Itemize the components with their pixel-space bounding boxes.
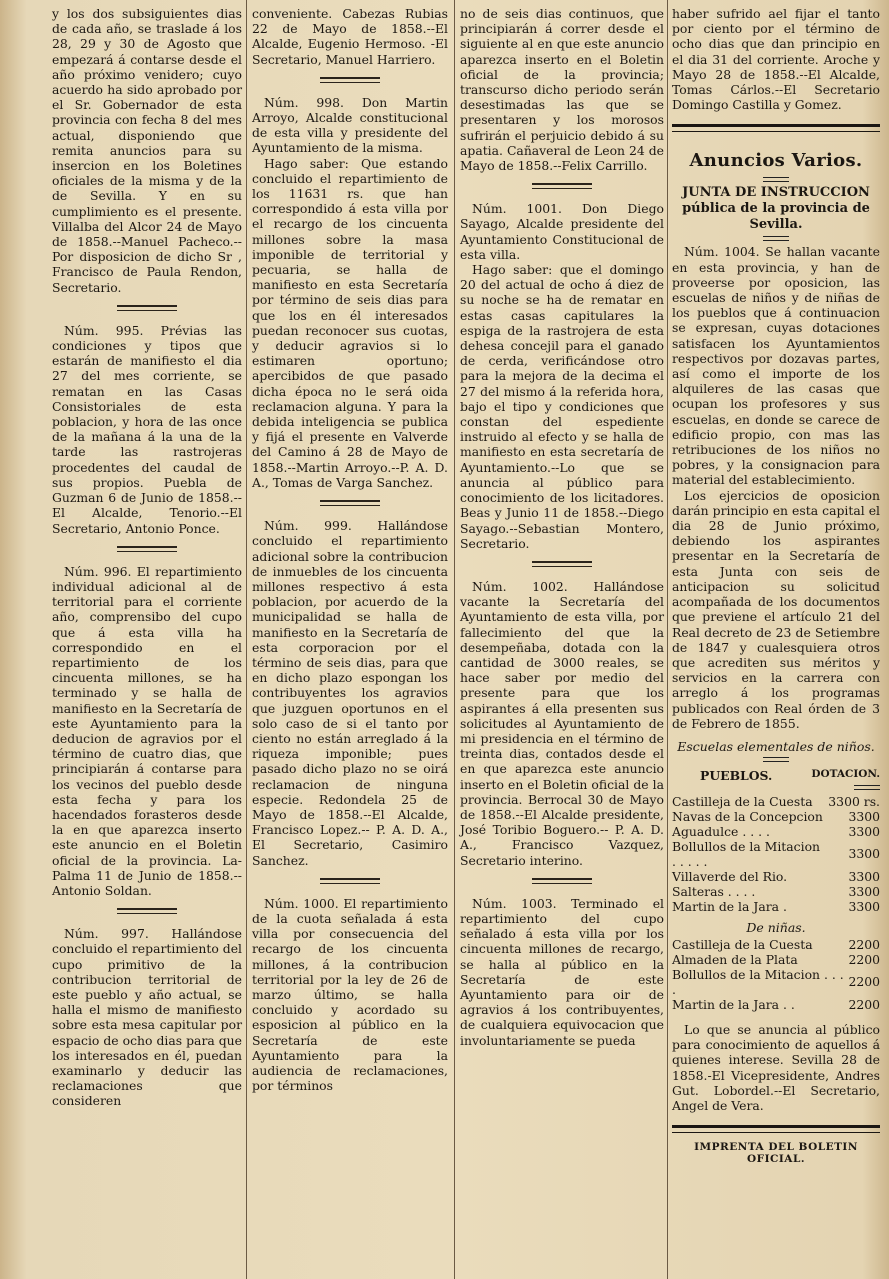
notice-intro-continued: y los dos subsiguientes dias de cada año, se traslade á los 28, 29 y 30 de Agosto que empezará á contarse desde el año próximo venidero; cuyo acuerdo ha sido aprobado por el Sr. Gobernador de esta provincia con fecha 8 del mes actual, disponiendo que remita anuncios para su insercion en los Boletines oficiales de la misma y de la de Sevilla. Y en su cumplimiento es el presente. Villalba del Alcor 24 de Mayo de 1858.--Manuel Pacheco.--Por disposicion de dicho Sr , Francisco de Paula Rendon, Secretario. (52, 6, 242, 295)
boys-schools-table (672, 794, 880, 914)
dotacion-value: 3300 (848, 823, 880, 839)
notice-1002: Núm. 1002. Hallándose vacante la Secretaría del Ayuntamiento de esta villa, por fallecimiento del que la desempeñaba, dotada con la cantidad de 3000 reales, se hace saber por medio del presente para que los aspirantes á ella presenten sus solicitudes al Ayuntamiento de mi presidencia en el término de treinta dias, contados desde el en que aparezca este anuncio inserto en el Boletin oficial de la provincia. Berrocal 30 de Mayo de 1858.--El Alcalde presidente, José Toribio Boguero.-- P. A. D. A., Francisco Vazquez, Secretario interino. (460, 578, 664, 868)
ornament-divider (532, 561, 592, 567)
notice-continued: no de seis dias continuos, que principiarán á correr desde el siguiente al en que este anuncio aparezca inserto en el Boletin oficial de la provincia; transcurso dicho periodo serán desestimadas las que se presentaren y los morosos sufrirán el perjuicio debido á su apatia. Cañaveral de Leon 24 de Mayo de 1858.--Felix Carrillo. (460, 6, 664, 174)
notice-1003: Núm. 1003. Terminado el repartimiento del cupo señalado á esta villa por los cincuenta millones de recargo, se halla al público en la Secretaría de este Ayuntamiento para oir de agravios á los contribuyentes, de cualquiera equivocacion que involuntariamente se pueda (460, 895, 664, 1048)
pueblos-column-header: PUEBLOS. (700, 767, 773, 783)
notice-1004-body: Los ejercicios de oposicion darán principio en esta capital el dia 28 de Junio próximo, debiendo los aspirantes presentar en la Secretaría de esta Junta con seis de anticipacion su solicitud acompañada de los documentos que previene el artículo 21 del Real decreto de 23 de Setiembre de 1847 y cualesquiera otros que acrediten sus méritos y servicios en la carrera con arreglo á los programas publicados con Real órden de 3 de Febrero de 1855. (672, 487, 880, 731)
pueblo-name: Martin de la Jara . (672, 898, 787, 914)
table-row (672, 824, 880, 839)
pueblo-name: Martin de la Jara . . (672, 996, 795, 1012)
dotacion-value: 3300 (848, 846, 880, 862)
pueblo-name: Bollullos de la Mitacion . . . . . (672, 838, 821, 869)
ornament-dash (763, 236, 789, 241)
table-row (672, 884, 880, 899)
notice-998: Núm. 998. Don Martin Arroyo, Alcalde constitucional de esta villa y presidente del Ayuntamiento de la misma. (252, 94, 448, 156)
table-row (672, 839, 880, 869)
ornament-dash (763, 177, 789, 182)
notice-996: Núm. 996. El repartimiento individual adicional al de territorial para el corriente año, comprensibo del cupo que á esta villa ha correspondido en el repartimiento de los cincuenta millones, se ha terminado y se halla de manifiesto en la Secretaría de este Ayuntamiento para la deducion de agravios por el término de cuatro dias, que principiarán á contarse para los vecinos del pueblo desde esta fecha y para los hacendados forasteros desde la en que aparezca inserto este anuncio en el Boletin oficial de la provincia. La-Palma 11 de Junio de 1858.--Antonio Soldan. (52, 563, 242, 898)
table-row (672, 899, 880, 914)
dotacion-value: 3300 (848, 808, 880, 824)
dotacion-value: 3300 (848, 868, 880, 884)
dotacion-value: 2200 (848, 936, 880, 952)
table-row (672, 869, 880, 884)
ornament-divider (117, 546, 177, 552)
dotacion-value: 3300 (848, 898, 880, 914)
column-4 (672, 6, 880, 1165)
table-row (672, 937, 880, 952)
column-divider (667, 0, 668, 1279)
schools-boys-heading: Escuelas elementales de niños. (677, 738, 875, 754)
pueblo-name: Navas de la Concepcion (672, 808, 823, 824)
dotacion-value: 2200 (848, 996, 880, 1012)
section-title: Anuncios Varios. (689, 150, 863, 172)
ornament-divider (320, 77, 380, 83)
ornament-dash (854, 785, 880, 790)
footer-rule (672, 1125, 880, 1133)
notice-continued: haber sufrido ael fijar el tanto por ciento por el término de ocho dias que dan principio en el dia 31 del corriente. Aroche y Mayo 28 de 1858.--El Alcalde, Tomas Cárlos.--El Secretario Domingo Castilla y Gomez. (672, 6, 880, 113)
table-header (672, 768, 880, 783)
schools-girls-heading: De niñas. (746, 919, 806, 935)
notice-1001-body: Hago saber: que el domingo 20 del actual de ocho á diez de su noche se ha de rematar en estas casas capitulares la espiga de la rastrojera de esta dehesa concejil para el ganado de cerda, verificándose otro para la mejora de la decima el 27 del mismo á la referida hora, bajo el tipo y condiciones que constan del espediente instruido al efecto y se halla de manifiesto en esta secretaría de Ayuntamiento.--Lo que se anuncia al público para conocimiento de los licitadores. Beas y Junio 11 de 1858.--Diego Sayago.--Sebastian Montero, Secretario. (460, 262, 664, 551)
pueblo-name: Castilleja de la Cuesta (672, 793, 813, 809)
dotacion-value: 3300 rs. (828, 793, 880, 809)
pueblo-name: Bollullos de la Mitacion . . . . (672, 966, 844, 997)
dotacion-value: 2200 (848, 974, 880, 990)
column-3 (460, 6, 664, 1048)
notice-1001: Núm. 1001. Don Diego Sayago, Alcalde presidente del Ayuntamiento Constitucional de esta villa. (460, 201, 664, 262)
notice-999: Núm. 999. Hallándose concluido el repartimiento adicional sobre la contribucion de inmuebles de los cincuenta millones respectivo á esta poblacion, por acuerdo de la municipalidad se halla de manifiesto en la Secretaría de esta corporacion por el término de seis dias, para que en dicho plazo espongan los contribuyentes los agravios que juzguen oportunos en el solo caso de si el tanto por ciento no están arreglado á la riqueza imponible; pues pasado dicho plazo no se oirá reclamacion de ninguna especie. Redondela 25 de Mayo de 1858.--El Alcalde, Francisco Lopez.-- P. A. D. A., El Secretario, Casimiro Sanchez. (252, 518, 448, 868)
pueblo-name: Salteras . . . . (672, 883, 756, 899)
girls-schools-table (672, 937, 880, 1012)
column-2 (252, 6, 448, 1093)
pueblo-name: Villaverde del Rio. (672, 868, 788, 884)
column-divider (454, 0, 455, 1279)
notice-1004: Núm. 1004. Se hallan vacante en esta provincia, y han de proveerse por oposicion, las escuelas de niños y de niñas de los pueblos que á continuacion se expresan, cuyas dotaciones satisfacen los Ayuntamientos respectivos por dozavas partes, así como el importe de los alquileres de las casas que ocupan los profesores y sus escuelas, en donde se carece de edificio propio, con mas las retribuciones de los niños no pobres, y la consignacion para material del establecimiento. (672, 244, 880, 488)
ornament-divider (532, 878, 592, 884)
dotacion-column-header: DOTACION. (811, 767, 880, 780)
notice-continued: conveniente. Cabezas Rubias 22 de Mayo de 1858.--El Alcalde, Eugenio Hermoso. -El Secretario, Manuel Harriero. (252, 6, 448, 67)
closing-notice: Lo que se anuncia al público para conocimiento de aquellos á quienes interese. Sevilla 28 de 1858.-El Vicepresidente, Andres Gut. Lobordel.--El Secretario, Angel de Vera. (672, 1021, 880, 1113)
notice-1000: Núm. 1000. El repartimiento de la cuota señalada á esta villa por consecuencia del recargo de los cincuenta millones, á la contribucion territorial por la ley de 26 de marzo último, se halla concluido y acordado su esposicion al público en la Secretaría de este Ayuntamiento para la audiencia de reclamaciones, por términos (252, 895, 448, 1094)
dotacion-value: 2200 (848, 951, 880, 967)
table-row (672, 952, 880, 967)
column-1 (52, 6, 242, 1109)
dotacion-value: 3300 (848, 883, 880, 899)
ornament-divider (320, 500, 380, 506)
junta-heading: JUNTA DE INSTRUCCION pública de la provincia de Sevilla. (682, 185, 870, 233)
table-row (672, 809, 880, 824)
notice-998-body: Hago saber: Que estando concluido el repartimiento de los 11631 rs. que han correspondido á esta villa por el recargo de los cincuenta millones sobre la masa imponible de territorial y pecuaria, se halla de manifiesto en esta Secretaría por término de seis dias para que los en él interesados puedan reconocer sus cuotas, y deducir agravios si lo estimaren oportuno; apercibidos de que pasado dicha época no le será oida reclamacion alguna. Y para la debida inteligencia se publica y fijá el presente en Valverde del Camino á 28 de Mayo de 1858.--Martin Arroyo.--P. A. D. A., Tomas de Varga Sanchez. (252, 155, 448, 490)
notice-995: Núm. 995. Prévias las condiciones y tipos que estarán de manifiesto el dia 27 del mes corriente, se rematan en las Casas Consistoriales de esta poblacion, y hora de las once de la mañana á la una de la tarde las rastrojeras procedentes del caudal de sus propios. Puebla de Guzman 6 de Junio de 1858.--El Alcalde, Tenorio.--El Secretario, Antonio Ponce. (52, 322, 242, 536)
column-divider (246, 0, 247, 1279)
printer-imprint: IMPRENTA DEL BOLETIN OFICIAL. (694, 1141, 858, 1166)
table-row (672, 967, 880, 997)
section-rule (672, 124, 880, 132)
notice-997: Núm. 997. Hallándose concluido el repartimiento del cupo primitivo de la contribucion territorial de este pueblo y año actual, se halla el mismo de manifiesto sobre esta mesa capitular por espacio de ocho dias para que los interesados en él, puedan examinarlo y deducir las reclamaciones que consideren (52, 926, 242, 1109)
ornament-divider (117, 908, 177, 914)
ornament-divider (532, 183, 592, 189)
pueblo-name: Aguadulce . . . . (672, 823, 770, 839)
ornament-divider (117, 305, 177, 311)
table-row (672, 794, 880, 809)
pueblo-name: Castilleja de la Cuesta (672, 936, 813, 952)
pueblo-name: Almaden de la Plata (672, 951, 798, 967)
ornament-divider (320, 878, 380, 884)
ornament-dash (763, 757, 789, 762)
table-row (672, 997, 880, 1012)
